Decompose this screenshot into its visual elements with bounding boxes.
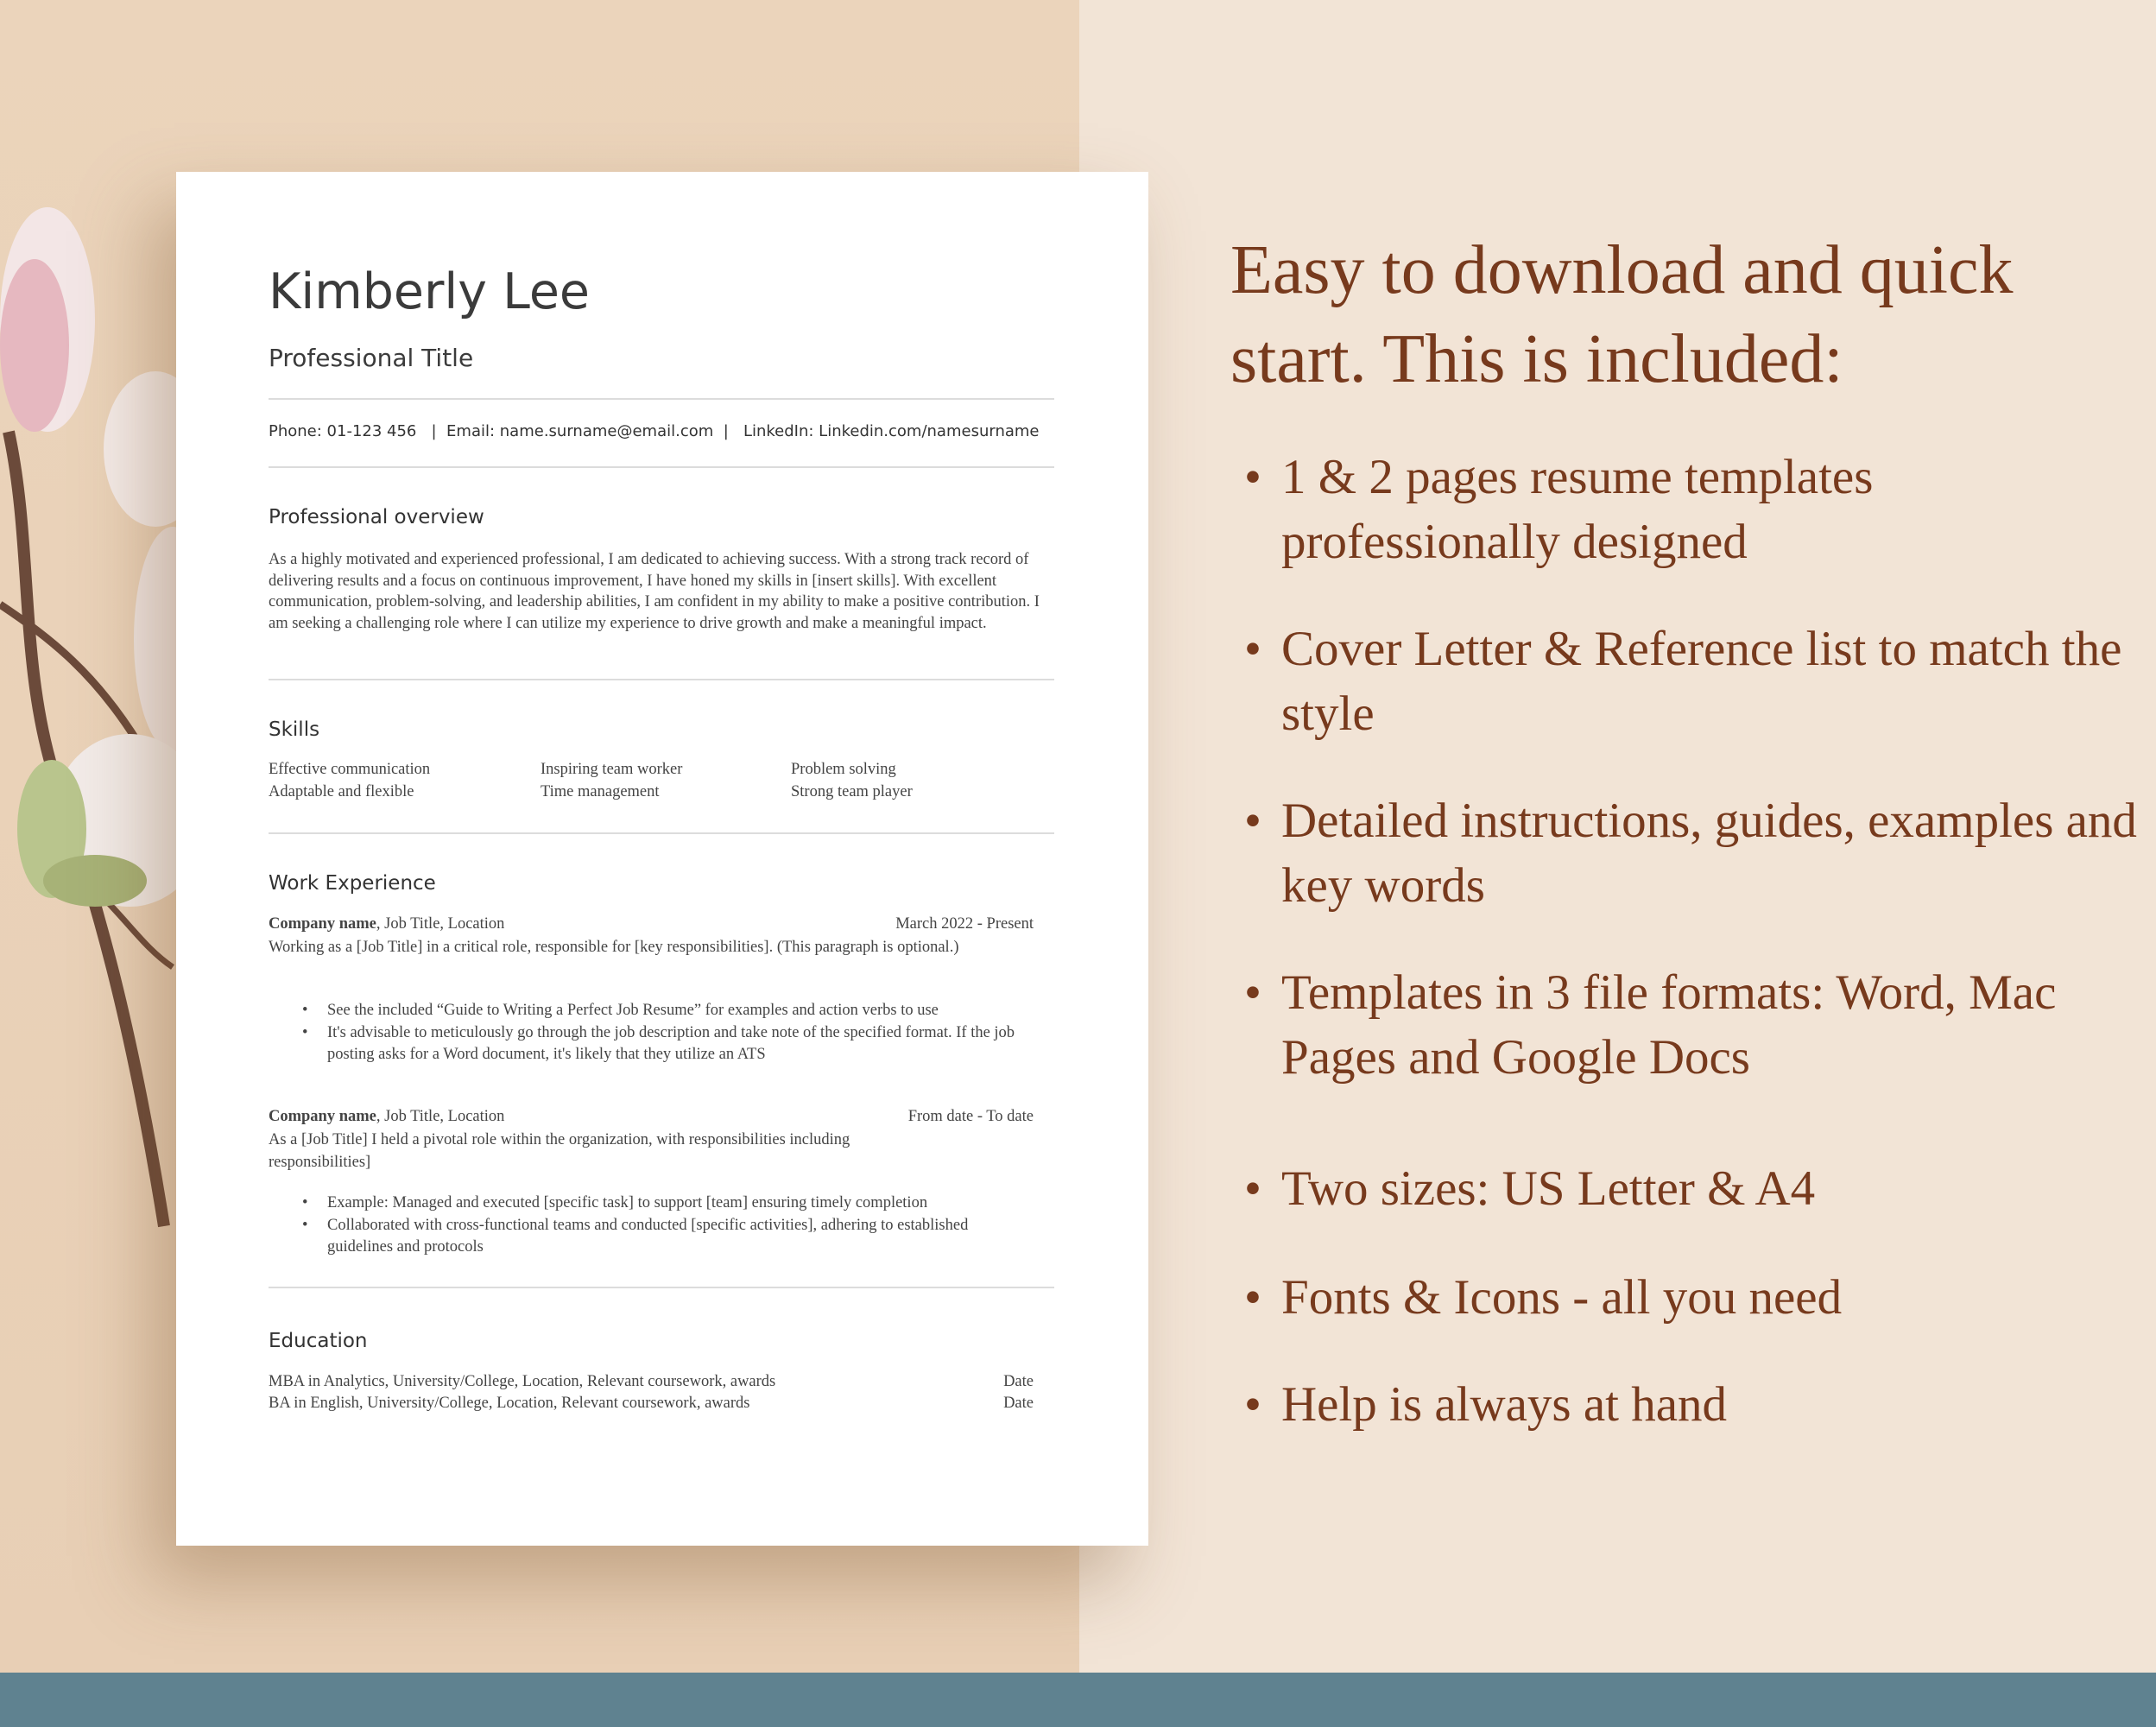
job-bullet: • Example: Managed and executed [specific task] to support [team] ensuring timely completion	[302, 1192, 993, 1215]
skill-item: Problem solving	[791, 761, 896, 778]
promo-title: Easy to download and quick start. This is included:	[1230, 232, 2014, 397]
job-date: March 2022 - Present	[895, 915, 1034, 933]
magnolia-flower-image	[0, 190, 199, 1313]
job-title-location: , Job Title, Location	[376, 915, 505, 933]
job-title-location: , Job Title, Location	[376, 1108, 505, 1125]
education-heading: Education	[269, 1330, 368, 1352]
job-date: From date - To date	[907, 1108, 1034, 1125]
skill-item: Adaptable and flexible	[269, 783, 414, 800]
job-bullet: • It's advisable to meticulously go through the job description and take note of the specified format. If the job posting asks for a Word document, it's likely that they utilize an ATS	[302, 1022, 1036, 1066]
bullet-icon: •	[1244, 794, 1261, 848]
education-row: MBA in Analytics, University/College, Location, Relevant coursework, awards	[269, 1373, 776, 1390]
skill-item: Strong team player	[791, 783, 913, 800]
job-bullet: • Collaborated with cross-functional teams and conducted [specific activities], adhering to established guidelines and protocols	[302, 1215, 993, 1259]
company-name: Company name	[269, 1108, 376, 1125]
job-header	[269, 1108, 504, 1126]
skills-heading: Skills	[269, 718, 320, 741]
divider	[269, 832, 1054, 834]
bullet-icon: •	[1244, 1270, 1261, 1325]
overview-heading: Professional overview	[269, 506, 484, 528]
job-bullet: • See the included “Guide to Writing a Perfect Job Resume” for examples and action verbs to use	[302, 1000, 1036, 1022]
bullet-icon: •	[1244, 1161, 1261, 1216]
bullet-icon: •	[1244, 622, 1261, 676]
education-row: BA in English, University/College, Location, Relevant coursework, awards	[269, 1395, 750, 1412]
bullet-icon: •	[1244, 450, 1261, 504]
divider	[269, 1287, 1054, 1288]
education-date: Date	[1003, 1395, 1034, 1412]
job-bullets	[302, 1000, 1036, 1066]
skill-item: Inspiring team worker	[541, 761, 683, 778]
education-date: Date	[1003, 1373, 1034, 1390]
skill-item: Time management	[541, 783, 660, 800]
bullet-icon: •	[1244, 965, 1261, 1020]
company-name: Company name	[269, 915, 376, 933]
job-header	[269, 915, 504, 933]
divider	[269, 398, 1054, 400]
resume-professional-title: Professional Title	[269, 344, 474, 372]
divider	[269, 466, 1054, 468]
work-heading: Work Experience	[269, 872, 436, 895]
job-description: As a [Job Title] I held a pivotal role within the organization, with responsibilities including responsibilities]	[269, 1131, 850, 1171]
divider	[269, 679, 1054, 680]
resume-name: Kimberly Lee	[269, 263, 591, 320]
skill-item: Effective communication	[269, 761, 431, 778]
bottom-bar	[0, 1673, 2156, 1727]
bullet-icon: •	[1244, 1377, 1261, 1432]
job-description: Working as a [Job Title] in a critical role, responsible for [key responsibilities]. (This paragraph is optional.)	[269, 939, 959, 956]
overview-text: As a highly motivated and experienced professional, I am dedicated to achieving success. With a strong track record of delivering results and a focus on continuous improvement, I have honed my skills in [insert skills]. With excellent communication, problem-solving, and leadership abilities, I am confident in my ability to make a positive contribution. I am seeking a challenging role where I can utilize my experience to drive growth and make a meaningful impact.	[269, 551, 1040, 633]
contact-line: Phone: 01-123 456 | Email: name.surname@email.com | LinkedIn: Linkedin.com/namesurname	[269, 422, 1040, 440]
job-bullets	[302, 1192, 993, 1259]
